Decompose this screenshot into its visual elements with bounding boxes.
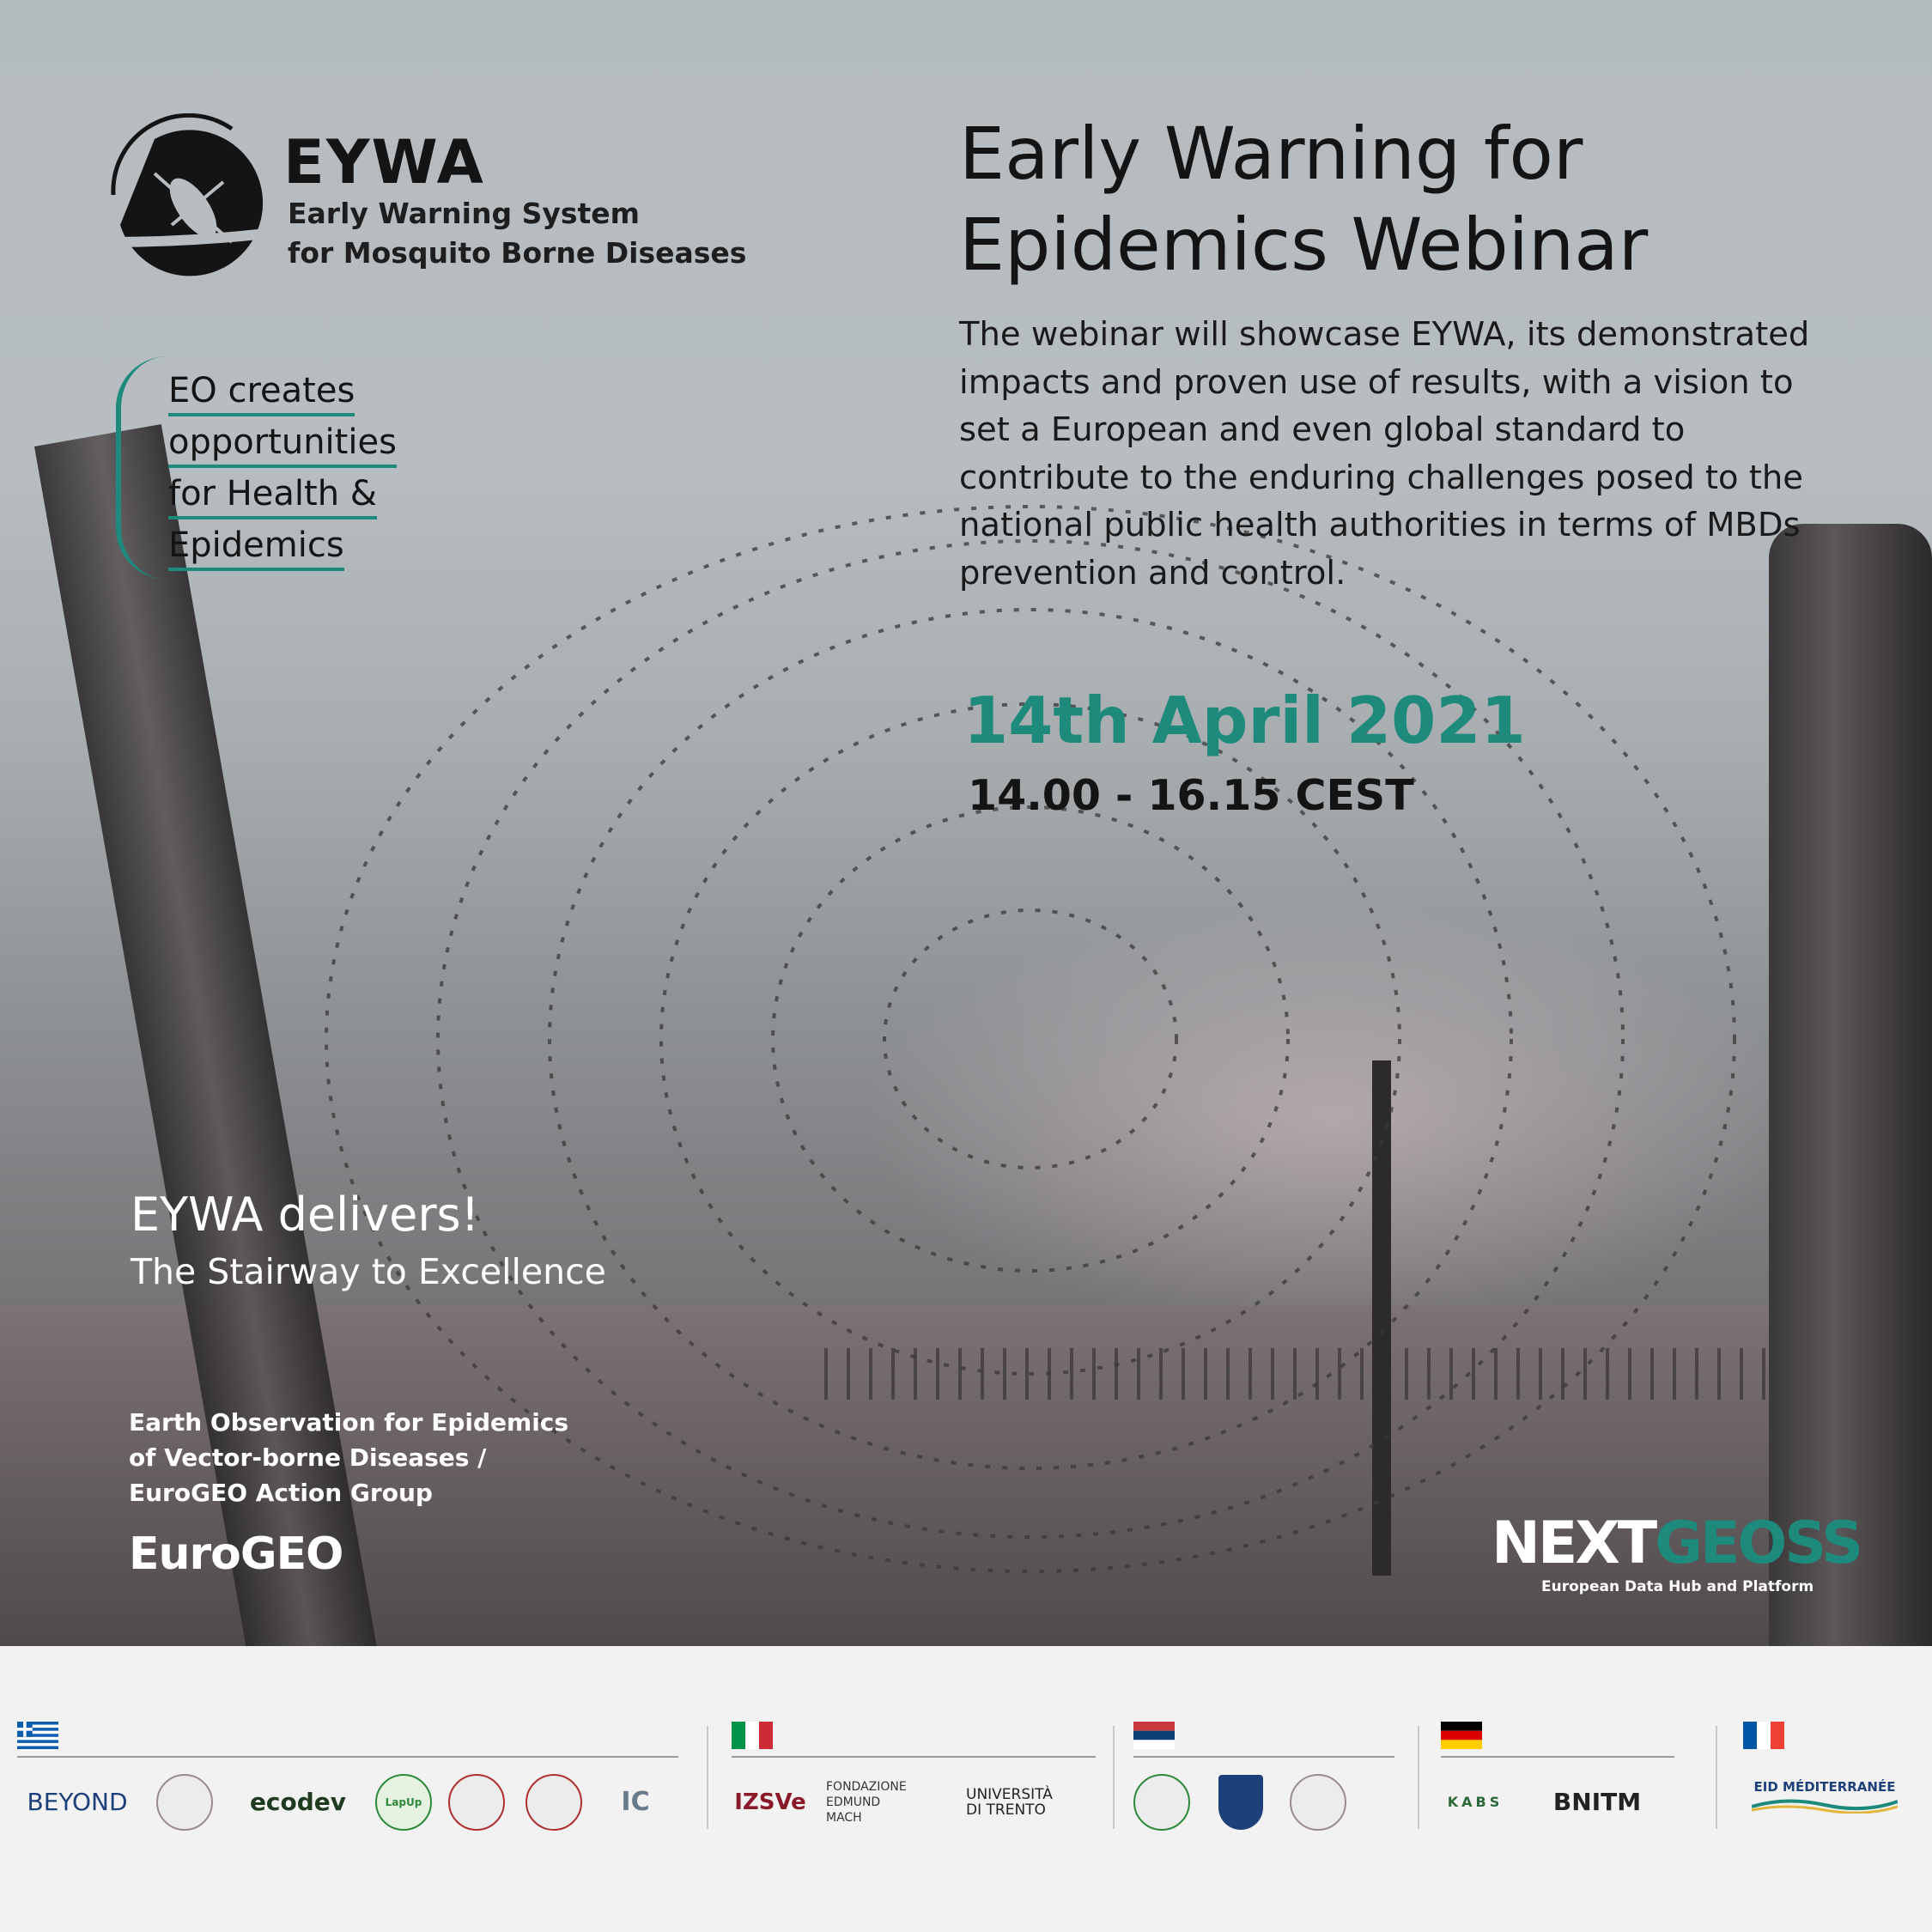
mosquito-logo-icon [103, 113, 275, 285]
webinar-title [959, 108, 1648, 290]
tagline-line4: Epidemics [168, 523, 344, 571]
france-flag-icon [1743, 1722, 1784, 1749]
partner-seal-3 [524, 1775, 584, 1830]
brand-subtitle-line1: Early Warning System [288, 197, 641, 230]
delivers-headline: EYWA delivers! [131, 1188, 480, 1242]
webinar-title-line2: Epidemics Webinar [959, 203, 1649, 287]
separator-2 [1113, 1726, 1115, 1829]
italy-rule [732, 1756, 1096, 1758]
partner-seal-2 [447, 1775, 507, 1830]
germany-flag-icon [1441, 1722, 1482, 1749]
nextgeoss-logo-part2: GEOSS [1655, 1510, 1862, 1577]
nextgeoss-tagline: European Data Hub and Platform [1541, 1578, 1814, 1595]
nextgeoss-logo [1492, 1510, 1861, 1577]
seal-icon [1290, 1774, 1346, 1831]
serbia-partner-1 [1132, 1775, 1192, 1830]
eurogeo-line1: Earth Observation for Epidemics [129, 1408, 569, 1437]
serbia-rule [1133, 1756, 1394, 1758]
lapup-icon: LapUp [375, 1774, 432, 1831]
event-time: 14.00 - 16.15 CEST [968, 771, 1414, 820]
shield-icon [1218, 1775, 1263, 1830]
tagline-line2: opportunities [168, 420, 397, 468]
brand-title: EYWA [283, 127, 485, 197]
separator-3 [1418, 1726, 1419, 1829]
lapup-logo [374, 1775, 434, 1830]
tagline-line1: EO creates [168, 368, 355, 416]
webinar-description: The webinar will showcase EYWA, its demonstrated impacts and proven use of results, with a vision to set a European and even global standard to contribute to the enduring challenges posed to the national public health authorities in terms of MBDs prevention and control. [959, 315, 1810, 592]
beyond-logo: BEYOND [27, 1788, 128, 1816]
italy-flag-icon [732, 1722, 773, 1749]
ecodev-logo: ecodev [249, 1788, 347, 1816]
tagline-bracket [116, 356, 173, 580]
seal-icon [448, 1774, 505, 1831]
seal-icon [156, 1774, 213, 1831]
tagline [168, 365, 397, 571]
delivers-subline: The Stairway to Excellence [131, 1251, 606, 1292]
wave-icon [1752, 1795, 1898, 1814]
germany-rule [1441, 1756, 1674, 1758]
unitn-logo: UNIVERSITÀ DI TRENTO [966, 1786, 1053, 1819]
eurogeo-logo: EuroGEO [129, 1528, 343, 1580]
partner-seal-1 [155, 1775, 215, 1830]
eurogeo-action-group [129, 1405, 568, 1510]
fem-logo: FONDAZIONE EDMUND MACH [826, 1780, 907, 1825]
izsve-logo: IZSVe [734, 1789, 806, 1815]
webinar-title-line1: Early Warning for [959, 112, 1583, 196]
separator-4 [1716, 1726, 1717, 1829]
seal-icon [1133, 1774, 1190, 1831]
separator-1 [707, 1726, 708, 1829]
serbia-partner-3 [1288, 1775, 1348, 1830]
tagline-line3: for Health & [168, 471, 377, 519]
nextgeoss-logo-part1: NEXT [1492, 1510, 1656, 1577]
seal-icon [526, 1774, 582, 1831]
eurogeo-line3: EuroGEO Action Group [129, 1479, 433, 1507]
eid-logo: EID MÉDITERRANÉE [1743, 1769, 1906, 1824]
kabs-logo: KABS [1447, 1794, 1504, 1810]
greece-flag-icon [17, 1722, 58, 1749]
icon-logo: IC [621, 1787, 650, 1817]
serbia-flag-icon [1133, 1722, 1175, 1749]
greece-rule [17, 1756, 678, 1758]
bnitm-logo: BNITM [1552, 1788, 1642, 1816]
event-date: 14th April 2021 [963, 683, 1526, 758]
brand-subtitle-line2: for Mosquito Borne Diseases [288, 236, 747, 270]
serbia-partner-2 [1211, 1775, 1271, 1830]
eurogeo-line2: of Vector-borne Diseases / [129, 1443, 487, 1472]
brand-subtitle [288, 194, 746, 273]
